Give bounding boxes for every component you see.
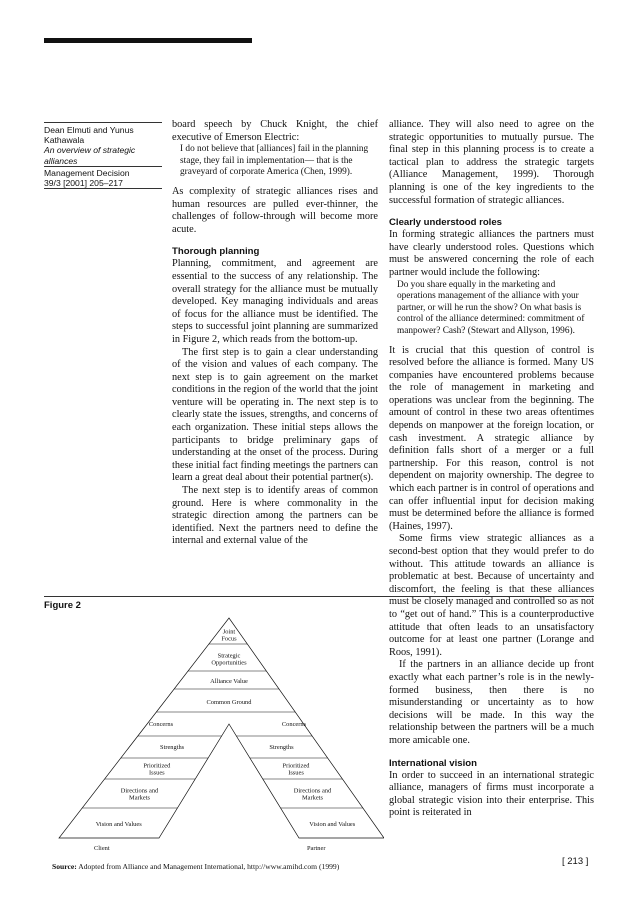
block-quote: Do you share equally in the marketing and operations management of the alliance with your partner, or will he run the show? On what basis is control of the alliance determined: commitment of manpower? Cash? (Stewart and Allyson, 1996). [397,279,585,336]
tier-label: Opportunities [211,659,247,667]
paragraph: In forming strategic alliances the partners must have clearly understood roles. Questions which must be answered concerning the role of each partner would include the following: [389,229,594,278]
left-leg-label: Vision and Values [95,821,142,828]
right-leg-label: Issues [288,769,304,777]
paragraph: alliance. They will also need to agree on the strategic opportunities to mutually pursue. The final step in this planning process is to create a tactical plan to address the strategic targets (Alliance Management, 1999). Thorough planning is one of the key ingredients to the successful formation of strategic alliances. [389,119,594,206]
section-heading-international-vision: International vision [389,757,477,769]
paragraph: As complexity of strategic alliances rises and human resources are pulled ever-thinner, the challenges of follow-through will become more acute. [172,185,378,235]
page-number: [ 213 ] [562,856,589,867]
author-names: Dean Elmuti and Yunus Kathawala [44,125,134,146]
paragraph: If the partners in an alliance decide up front exactly what each partner’s role is in the newly-formed business, then there is no misunderstanding or uncertainty as to how decisions will be made. In this way the relationship between the partners will be a much more amicable one. [389,659,594,746]
right-leg-label: Vision and Values [309,821,356,828]
paragraph: Planning, commitment, and agreement are essential to the success of any relationship. The overall strategy for the alliance must be mutually developed. Key managing individuals and areas of focus for the alliance must be identified. The steps to successful joint planning are summarized in Figure 2, which reads from the bottom-up. [172,258,378,345]
client-label: Client [94,845,110,852]
paragraph: Some firms view strategic alliances as a second-best option that they would prefer to do without. This attitude towards an alliance is problematic at best. Because of uncertainty and discomfort, the feeling is that these alliances must be closely managed and controlled so as not to “get out of hand.” This is a counterproductive attitude that often leads to an unsatisfactory outcome for at least one partner (Lorange and Roos, 1991). [389,533,594,658]
figure-label: Figure 2 [44,596,594,611]
section-heading-thorough-planning: Thorough planning [172,246,260,258]
left-leg-label: Issues [149,769,165,777]
tier-label: Strategic [217,652,241,660]
paragraph: In order to succeed in an international strategic alliance, managers of firms must incorporate a global strategic vision into their enterprise. This point is reiterated in [389,769,594,819]
right-leg-label: Concerns [281,721,307,728]
right-leg-label: Prioritized [282,762,310,770]
apex-label: Joint [222,628,236,636]
figure-source [52,862,339,871]
journal-citation: 39/3 [2001] 205–217 [44,178,123,189]
left-leg-label: Strengths [160,744,185,751]
journal-name: Management Decision [44,167,130,178]
article-info [44,122,162,189]
column-right [389,119,594,820]
left-leg-label: Directions and [120,787,159,795]
left-leg-label: Prioritized [143,762,171,770]
figure-pyramid-diagram [44,614,384,859]
pyramid-outline [59,618,384,838]
source-text: Adopted from Alliance and Management International, http://www.amihd.com (1999) [78,862,340,871]
left-leg-label: Concerns [148,721,174,728]
left-leg-label: Markets [129,794,150,802]
source-label: Source: [52,862,77,871]
apex-label: Focus [221,635,237,643]
partner-label: Partner [307,845,326,852]
paragraph: It is crucial that this question of control is resolved before the alliance is formed. Many US companies have encountered problems because the role of management in marketing and operations was unclear from the beginning. The amount of control in these two areas oftentimes depends on manpower at the foreign location, or cash investment. A strategic alliance by definition falls short of a merger or a full partnership. For this reason, control is not dependent on majority ownership. The degree to which each partner is in control of operations and can offer influential input for decision making must be determined before the alliance is formed (Haines, 1997). [389,344,594,532]
sidebar-rule-bottom [44,188,162,189]
header-rule [44,38,252,43]
paragraph: The next step is to identify areas of common ground. Here is where commonality in the strategic direction among the partners can be identified. Next the partners need to define the internal and external value of the [172,485,378,547]
paragraph: board speech by Chuck Knight, the chief executive of Emerson Electric: [172,119,378,143]
tier-label: Alliance Value [210,678,248,685]
tier-label: Common Ground [206,699,252,706]
right-leg-label: Directions and [293,787,332,795]
article-title: An overview of strategic alliances [44,145,136,166]
block-quote: I do not believe that [alliances] fail in the planning stage, they fail in implementation— that is the graveyard of corporate America (Chen, 1999). [180,144,369,178]
right-leg-label: Strengths [269,744,294,751]
column-left [172,119,378,548]
right-leg-label: Markets [302,794,323,802]
paragraph: The first step is to gain a clear understanding of the vision and values of each company. The next step is to gain agreement on the market conditions in the region of the world that the joint venture will be operating in. The next step is to clearly state the issues, strengths, and concerns of each organization. These initial steps allows the participants to bridge preliminary gaps of understanding at the onset of the process. During these initial fact finding meetings the partners can learn a great deal about their potential partner(s). [172,346,378,484]
section-heading-roles: Clearly understood roles [389,217,503,229]
